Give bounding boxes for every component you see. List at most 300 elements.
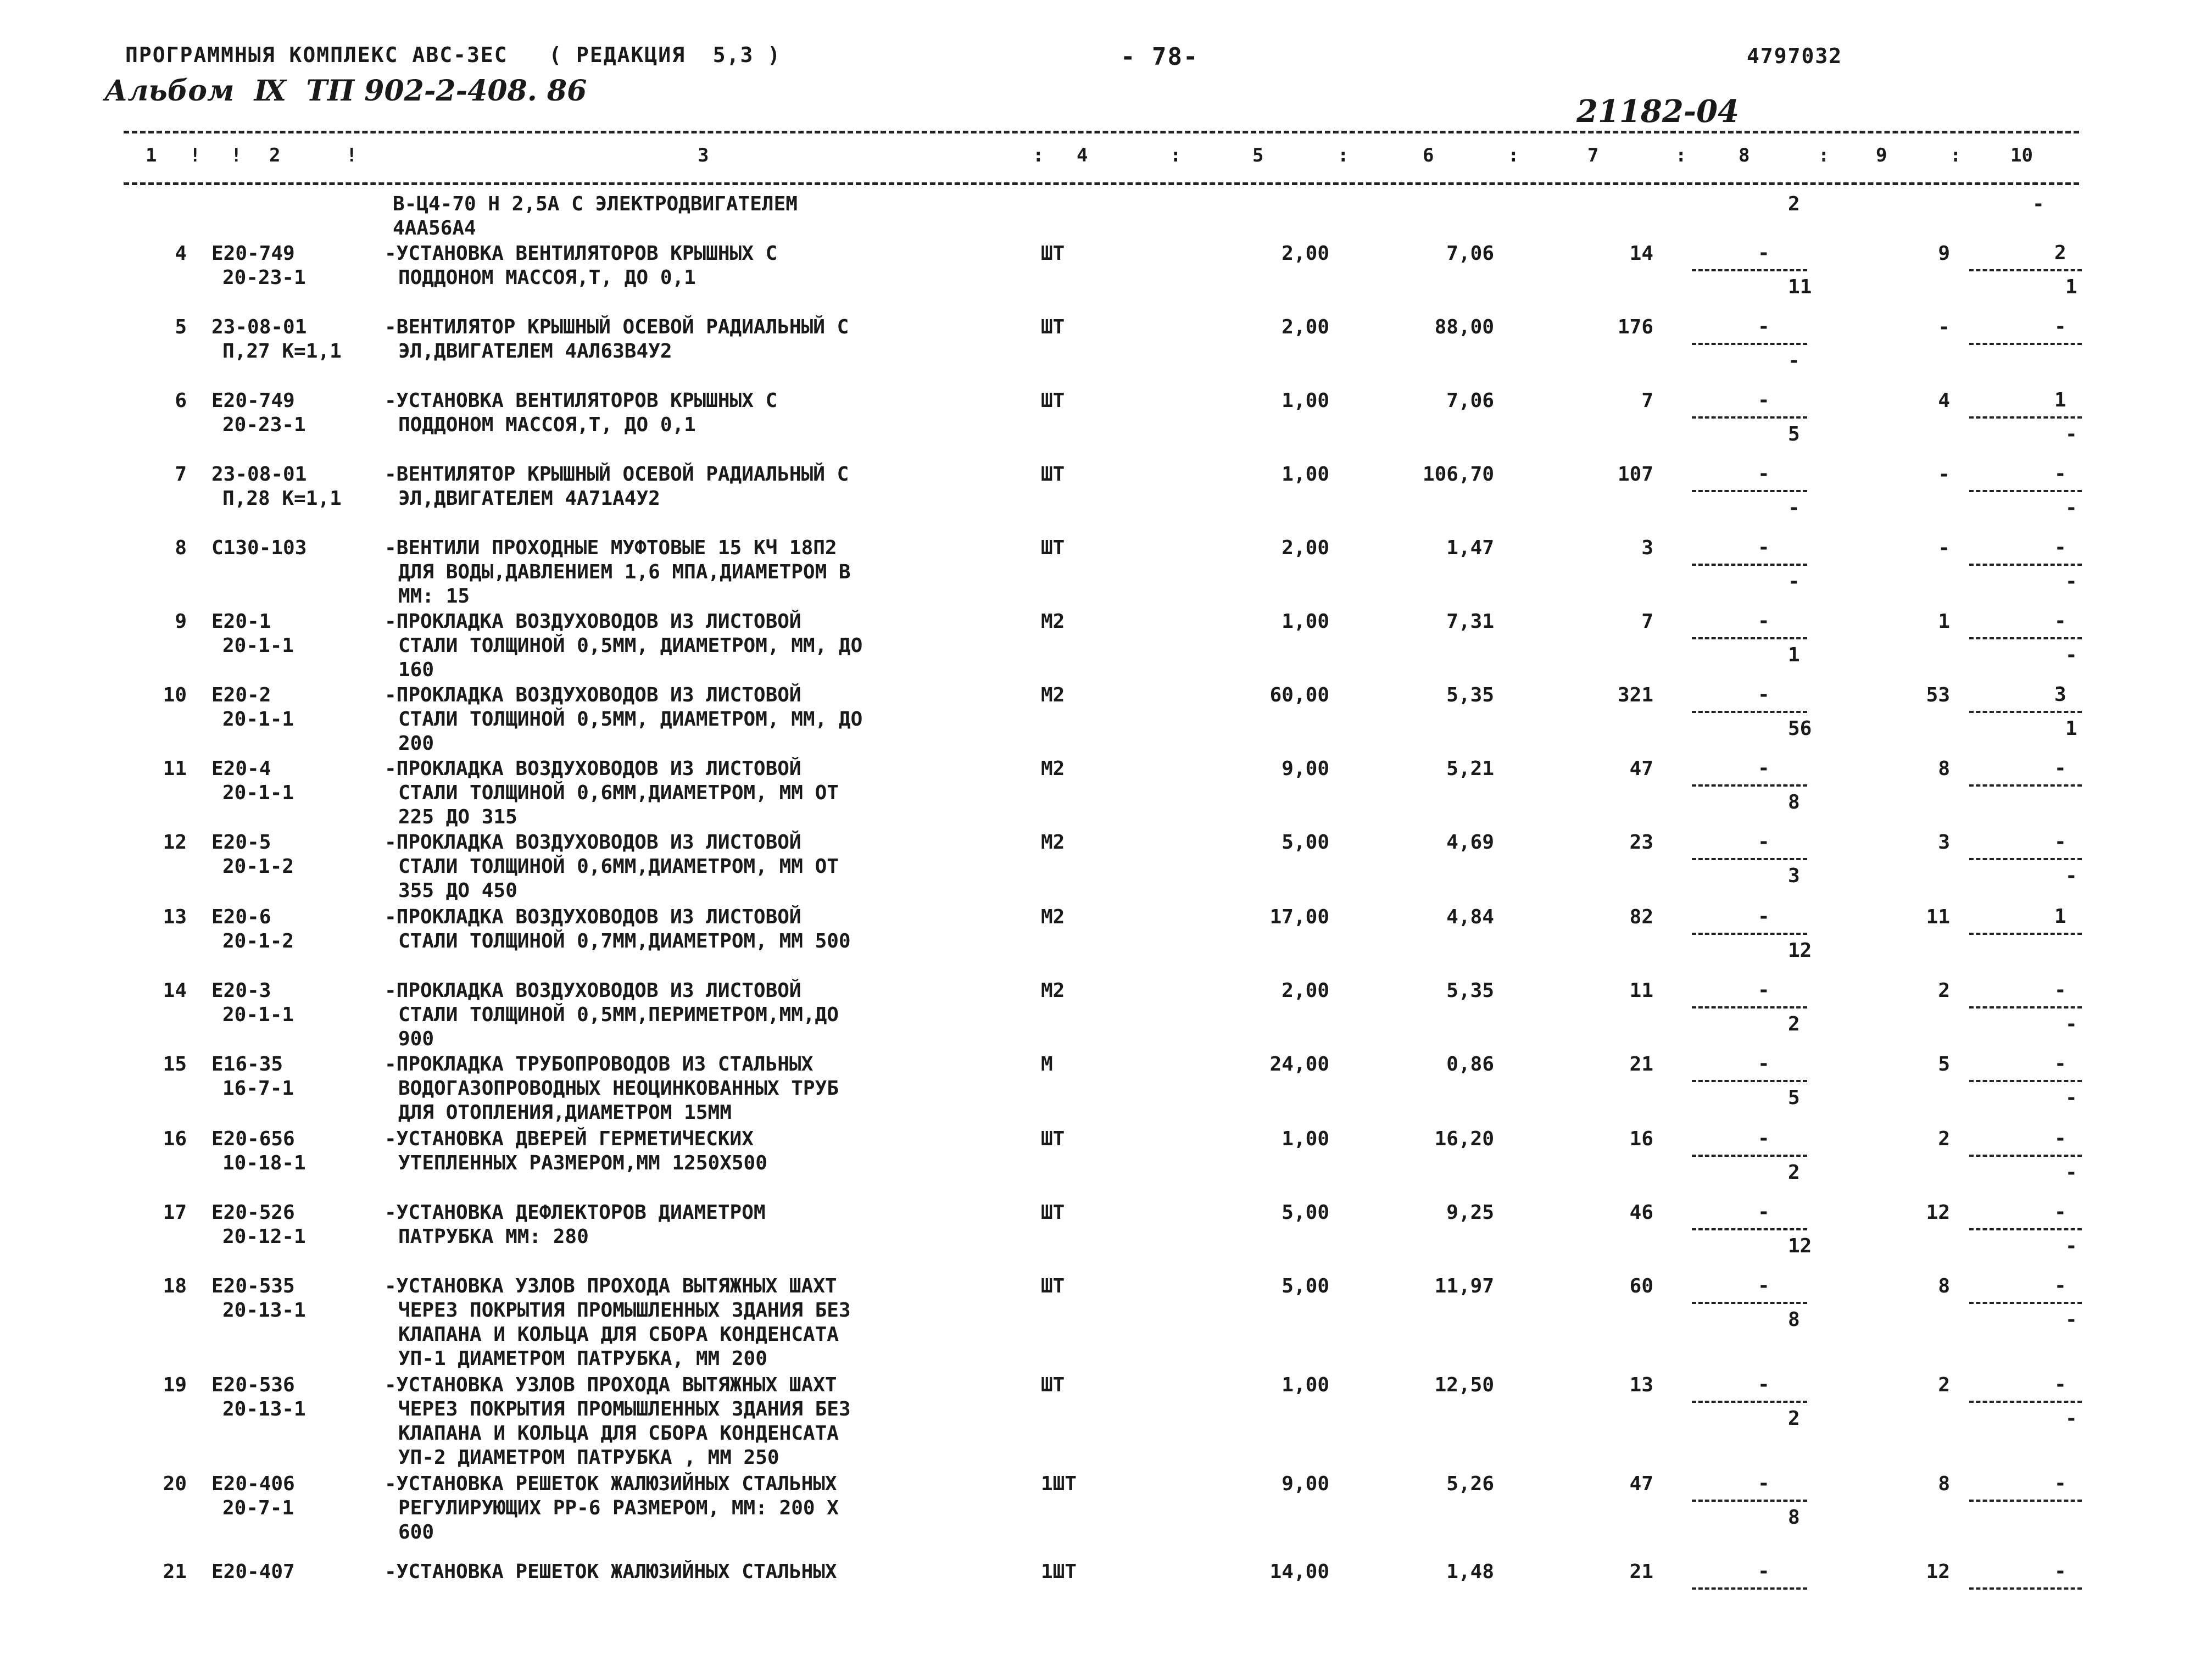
col8-divider — [1692, 269, 1807, 271]
column-separator: ! — [231, 144, 242, 166]
quantity-cell: 2,00 — [1281, 979, 1329, 1002]
page-number: - 78- — [1121, 43, 1199, 71]
col8-value: - — [1758, 1201, 1770, 1223]
resource-code: 20-1-2 — [222, 855, 294, 878]
col10-value: 1 — [2065, 717, 2077, 740]
col10-value: - — [2054, 610, 2066, 632]
quantity-cell: 1,00 — [1281, 1374, 1329, 1396]
col10-divider — [1969, 343, 2082, 345]
total-cost-cell: 107 — [1617, 463, 1653, 486]
col8-value: 5 — [1788, 1086, 1800, 1109]
col9-value: 1 — [1938, 610, 1950, 633]
description-line: ЭЛ,ДВИГАТЕЛЕМ 4А71А4У2 — [398, 487, 660, 510]
unit-price-cell: 7,06 — [1446, 242, 1494, 265]
column-separator: : — [1675, 144, 1687, 166]
unit-cell: ШТ — [1041, 537, 1065, 559]
description-line: УП-1 ДИАМЕТРОМ ПАТРУБКА, ММ 200 — [398, 1347, 767, 1370]
col8-divider — [1692, 1080, 1807, 1082]
quantity-cell: 24,00 — [1269, 1053, 1329, 1076]
description-line: КЛАПАНА И КОЛЬЦА ДЛЯ СБОРА КОНДЕНСАТА — [398, 1323, 839, 1346]
col8-value: - — [1758, 1127, 1770, 1150]
col8-divider — [1692, 564, 1807, 566]
description-line: -ПРОКЛАДКА ВОЗДУХОВОДОВ ИЗ ЛИСТОВОЙ — [385, 831, 801, 854]
header-rule-bottom — [124, 182, 2079, 185]
quantity-cell: 5,00 — [1281, 1201, 1329, 1224]
resource-code: П,28 К=1,1 — [222, 487, 342, 510]
col10-divider — [1969, 784, 2082, 787]
col8-value: - — [1758, 757, 1770, 779]
col10-value: - — [2054, 462, 2066, 485]
unit-price-cell: 9,25 — [1446, 1201, 1494, 1224]
total-cost-cell: 16 — [1629, 1128, 1653, 1150]
description-line: УП-2 ДИАМЕТРОМ ПАТРУБКА , ММ 250 — [398, 1446, 779, 1469]
resource-code: 20-7-1 — [222, 1497, 294, 1519]
row-number: 10 — [163, 684, 187, 706]
col8-divider — [1692, 490, 1807, 492]
resource-code: П,27 К=1,1 — [222, 340, 342, 363]
unit-cell: М2 — [1041, 906, 1065, 928]
program-header: ПРОГРАММНЫЯ КОМПЛЕКС АВС-3ЕС ( РЕДАКЦИЯ 5,3 ) — [125, 43, 782, 67]
unit-cell: ШТ — [1041, 389, 1065, 412]
description-line: РЕГУЛИРУЮЩИХ РР-6 РАЗМЕРОМ, ММ: 200 Х — [398, 1497, 839, 1519]
col10-divider — [1969, 1080, 2082, 1082]
col10-value: - — [2065, 865, 2077, 887]
description-line: ВОДОГАЗОПРОВОДНЫХ НЕОЦИНКОВАННЫХ ТРУБ — [398, 1077, 839, 1100]
row-number: 6 — [175, 389, 187, 412]
col8-value: - — [1758, 462, 1770, 485]
total-cost-cell: 3 — [1641, 537, 1653, 559]
column-header-5: 5 — [1252, 144, 1264, 166]
description-line: ПОДДОНОМ МАССОЯ,Т, ДО 0,1 — [398, 266, 696, 289]
resource-code: Е20-749 — [211, 389, 295, 412]
col8-divider — [1692, 416, 1807, 419]
resource-code: 10-18-1 — [222, 1152, 306, 1174]
col8-value: 2 — [1788, 193, 1800, 215]
unit-cell: 1ШТ — [1041, 1561, 1077, 1583]
description-line: -ПРОКЛАДКА ВОЗДУХОВОДОВ ИЗ ЛИСТОВОЙ — [385, 979, 801, 1002]
total-cost-cell: 13 — [1629, 1374, 1653, 1396]
quantity-cell: 1,00 — [1281, 389, 1329, 412]
stamp-number: 21182-04 — [1576, 93, 1739, 130]
resource-code: 20-12-1 — [222, 1225, 306, 1248]
row-number: 4 — [175, 242, 187, 265]
col10-divider — [1969, 269, 2082, 271]
total-cost-cell: 21 — [1629, 1053, 1653, 1076]
unit-price-cell: 12,50 — [1434, 1374, 1494, 1396]
resource-code: Е20-5 — [211, 831, 271, 854]
row-number: 19 — [163, 1374, 187, 1396]
column-header-1: 1 — [146, 144, 157, 166]
quantity-cell: 1,00 — [1281, 463, 1329, 486]
col10-divider — [1969, 1006, 2082, 1008]
col9-value: - — [1938, 537, 1950, 559]
col8-divider — [1692, 1155, 1807, 1157]
unit-cell: ШТ — [1041, 316, 1065, 338]
col8-divider — [1692, 1006, 1807, 1008]
total-cost-cell: 47 — [1629, 757, 1653, 780]
unit-price-cell: 106,70 — [1422, 463, 1494, 486]
col10-value: - — [2065, 423, 2077, 445]
col8-value: 2 — [1788, 1161, 1800, 1184]
quantity-cell: 5,00 — [1281, 831, 1329, 854]
column-header-9: 9 — [1876, 144, 1887, 166]
col10-value: 2 — [2054, 242, 2066, 264]
unit-price-cell: 5,35 — [1446, 979, 1494, 1002]
unit-cell: ШТ — [1041, 1275, 1065, 1297]
resource-code: 20-13-1 — [222, 1299, 306, 1322]
col9-value: 8 — [1938, 1473, 1950, 1495]
col9-value: 2 — [1938, 1128, 1950, 1150]
row-number: 7 — [175, 463, 187, 486]
unit-cell: М2 — [1041, 757, 1065, 780]
unit-price-cell: 5,35 — [1446, 684, 1494, 706]
unit-cell: ШТ — [1041, 1201, 1065, 1224]
col8-divider — [1692, 1587, 1807, 1590]
unit-price-cell: 4,84 — [1446, 906, 1494, 928]
quantity-cell: 9,00 — [1281, 757, 1329, 780]
unit-cell: М2 — [1041, 610, 1065, 633]
col8-divider — [1692, 1500, 1807, 1502]
col10-value: - — [2065, 497, 2077, 519]
column-separator: : — [1508, 144, 1519, 166]
unit-cell: М2 — [1041, 831, 1065, 854]
header-rule-top — [124, 131, 2079, 133]
description-line: СТАЛИ ТОЛЩИНОЙ 0,6ММ,ДИАМЕТРОМ, ММ ОТ — [398, 782, 839, 804]
description-line: ЧЕРЕЗ ПОКРЫТИЯ ПРОМЫШЛЕННЫХ ЗДАНИЯ БЕЗ — [398, 1299, 851, 1322]
col8-divider — [1692, 343, 1807, 345]
col9-value: 53 — [1926, 684, 1950, 706]
col10-value: - — [2054, 1052, 2066, 1075]
col10-value: - — [2054, 1472, 2066, 1495]
column-separator: : — [1818, 144, 1830, 166]
col10-value: - — [2054, 536, 2066, 559]
col8-value: 56 — [1788, 717, 1812, 740]
quantity-cell: 2,00 — [1281, 537, 1329, 559]
resource-code: С130-103 — [211, 537, 307, 559]
resource-code: Е20-4 — [211, 757, 271, 780]
description-line: ЧЕРЕЗ ПОКРЫТИЯ ПРОМЫШЛЕННЫХ ЗДАНИЯ БЕЗ — [398, 1398, 851, 1420]
column-separator: : — [1170, 144, 1182, 166]
description-line: ММ: 15 — [398, 585, 470, 608]
unit-cell: ШТ — [1041, 1128, 1065, 1150]
col10-value: - — [2065, 644, 2077, 666]
col10-divider — [1969, 711, 2082, 713]
col10-divider — [1969, 1228, 2082, 1230]
row-number: 12 — [163, 831, 187, 854]
col8-value: 5 — [1788, 423, 1800, 445]
col10-divider — [1969, 416, 2082, 419]
description-line: -УСТАНОВКА ВЕНТИЛЯТОРОВ КРЫШНЫХ С — [385, 242, 778, 265]
description-line: -УСТАНОВКА ДЕФЛЕКТОРОВ ДИАМЕТРОМ — [385, 1201, 766, 1224]
column-header-8: 8 — [1739, 144, 1750, 166]
description-line: -УСТАНОВКА УЗЛОВ ПРОХОДА ВЫТЯЖНЫХ ШАХТ — [385, 1374, 837, 1396]
description-line: СТАЛИ ТОЛЩИНОЙ 0,5ММ,ПЕРИМЕТРОМ,ММ,ДО — [398, 1004, 839, 1026]
description-line: УТЕПЛЕННЫХ РАЗМЕРОМ,ММ 1250Х500 — [398, 1152, 767, 1174]
col10-divider — [1969, 564, 2082, 566]
row-number: 11 — [163, 757, 187, 780]
resource-code: 20-23-1 — [222, 266, 306, 289]
col10-value: - — [2054, 1373, 2066, 1396]
description-line: 225 ДО 315 — [398, 806, 517, 828]
col8-divider — [1692, 711, 1807, 713]
col10-divider — [1969, 1587, 2082, 1590]
col8-divider — [1692, 637, 1807, 639]
total-cost-cell: 11 — [1629, 979, 1653, 1002]
unit-price-cell: 16,20 — [1434, 1128, 1494, 1150]
col10-value: - — [2065, 1161, 2077, 1184]
unit-cell: ШТ — [1041, 1374, 1065, 1396]
quantity-cell: 60,00 — [1269, 684, 1329, 706]
row-number: 15 — [163, 1053, 187, 1076]
description-line: СТАЛИ ТОЛЩИНОЙ 0,5ММ, ДИАМЕТРОМ, ММ, ДО — [398, 708, 863, 731]
column-separator: : — [1338, 144, 1349, 166]
description-line: СТАЛИ ТОЛЩИНОЙ 0,6ММ,ДИАМЕТРОМ, ММ ОТ — [398, 855, 839, 878]
row-number: 16 — [163, 1128, 187, 1150]
description-line: -ПРОКЛАДКА ВОЗДУХОВОДОВ ИЗ ЛИСТОВОЙ — [385, 757, 801, 780]
col8-value: - — [1788, 349, 1800, 372]
col8-value: - — [1758, 1472, 1770, 1495]
resource-code: 20-1-1 — [222, 708, 294, 731]
col8-divider — [1692, 1302, 1807, 1304]
description-line: ПОДДОНОМ МАССОЯ,Т, ДО 0,1 — [398, 414, 696, 436]
col10-value: - — [2065, 1308, 2077, 1331]
col8-value: - — [1758, 242, 1770, 264]
quantity-cell: 14,00 — [1269, 1561, 1329, 1583]
row-number: 17 — [163, 1201, 187, 1224]
description-line: -ПРОКЛАДКА ВОЗДУХОВОДОВ ИЗ ЛИСТОВОЙ — [385, 684, 801, 706]
col10-value: - — [2054, 1560, 2066, 1582]
description-line: -УСТАНОВКА УЗЛОВ ПРОХОДА ВЫТЯЖНЫХ ШАХТ — [385, 1275, 837, 1297]
col8-value: - — [1758, 683, 1770, 706]
col10-value: 1 — [2065, 276, 2077, 298]
row-number: 13 — [163, 906, 187, 928]
column-header-10: 10 — [2010, 144, 2033, 166]
total-cost-cell: 7 — [1641, 389, 1653, 412]
col10-value: - — [2065, 1407, 2077, 1430]
col8-divider — [1692, 1228, 1807, 1230]
col10-value: - — [2065, 1013, 2077, 1035]
total-cost-cell: 47 — [1629, 1473, 1653, 1495]
col8-value: - — [1758, 1052, 1770, 1075]
unit-price-cell: 1,47 — [1446, 537, 1494, 559]
resource-code: Е20-535 — [211, 1275, 295, 1297]
unit-cell: М2 — [1041, 684, 1065, 706]
col10-value: - — [2054, 1201, 2066, 1223]
col9-value: 8 — [1938, 1275, 1950, 1297]
resource-code: 16-7-1 — [222, 1077, 294, 1100]
resource-code: Е20-656 — [211, 1128, 295, 1150]
quantity-cell: 17,00 — [1269, 906, 1329, 928]
description-line: -УСТАНОВКА ДВЕРЕЙ ГЕРМЕТИЧЕСКИХ — [385, 1128, 754, 1150]
resource-code: 20-1-1 — [222, 1004, 294, 1026]
col10-value: - — [2065, 570, 2077, 593]
description-line: -ПРОКЛАДКА ВОЗДУХОВОДОВ ИЗ ЛИСТОВОЙ — [385, 906, 801, 928]
col8-value: 11 — [1788, 276, 1812, 298]
unit-price-cell: 0,86 — [1446, 1053, 1494, 1076]
total-cost-cell: 82 — [1629, 906, 1653, 928]
description-line: -УСТАНОВКА ВЕНТИЛЯТОРОВ КРЫШНЫХ С — [385, 389, 778, 412]
col8-divider — [1692, 933, 1807, 935]
col9-value: 2 — [1938, 1374, 1950, 1396]
col10-divider — [1969, 1155, 2082, 1157]
total-cost-cell: 60 — [1629, 1275, 1653, 1297]
col8-value: - — [1788, 570, 1800, 593]
resource-code: 23-08-01 — [211, 463, 307, 486]
col10-value: - — [2054, 1127, 2066, 1150]
col8-value: 12 — [1788, 939, 1812, 962]
col8-divider — [1692, 1401, 1807, 1403]
col9-value: 12 — [1926, 1201, 1950, 1224]
album-reference: Альбом Ⅸ ТП 902-2-408. 86 — [104, 74, 587, 108]
resource-code: Е20-406 — [211, 1473, 295, 1495]
col10-divider — [1969, 933, 2082, 935]
col9-value: 4 — [1938, 389, 1950, 412]
col10-value: - — [2054, 315, 2066, 338]
col8-value: - — [1758, 1560, 1770, 1582]
unit-cell: М2 — [1041, 979, 1065, 1002]
row-number: 14 — [163, 979, 187, 1002]
unit-cell: ШТ — [1041, 242, 1065, 265]
col8-value: - — [1758, 389, 1770, 411]
resource-code: Е20-407 — [211, 1561, 295, 1583]
row-number: 8 — [175, 537, 187, 559]
col9-value: 12 — [1926, 1561, 1950, 1583]
col10-value: 1 — [2054, 389, 2066, 411]
description-line: -ПРОКЛАДКА ВОЗДУХОВОДОВ ИЗ ЛИСТОВОЙ — [385, 610, 801, 633]
row-number: 21 — [163, 1561, 187, 1583]
col8-value: - — [1758, 610, 1770, 632]
description-line: -ВЕНТИЛЯТОР КРЫШНЫЙ ОСЕВОЙ РАДИАЛЬНЫЙ С — [385, 463, 849, 486]
description-line: 200 — [398, 732, 434, 755]
col9-value: 9 — [1938, 242, 1950, 265]
description-line: СТАЛИ ТОЛЩИНОЙ 0,5ММ, ДИАМЕТРОМ, ММ, ДО — [398, 634, 863, 657]
resource-code: Е20-1 — [211, 610, 271, 633]
col8-value: 12 — [1788, 1235, 1812, 1257]
column-header-2: 2 — [269, 144, 281, 166]
col10-value: - — [2054, 979, 2066, 1001]
description-line: СТАЛИ ТОЛЩИНОЙ 0,7ММ,ДИАМЕТРОМ, ММ 500 — [398, 930, 851, 952]
description-line: -ВЕНТИЛИ ПРОХОДНЫЕ МУФТОВЫЕ 15 КЧ 18П2 — [385, 537, 837, 559]
document-code: 4797032 — [1747, 44, 1843, 68]
unit-price-cell: 11,97 — [1434, 1275, 1494, 1297]
resource-code: Е16-35 — [211, 1053, 283, 1076]
total-cost-cell: 46 — [1629, 1201, 1653, 1224]
col10-value: 3 — [2054, 683, 2066, 706]
col10-value: - — [2065, 1235, 2077, 1257]
quantity-cell: 2,00 — [1281, 242, 1329, 265]
description-line: 900 — [398, 1028, 434, 1050]
resource-code: 20-13-1 — [222, 1398, 306, 1420]
description-line: ДЛЯ ОТОПЛЕНИЯ,ДИАМЕТРОМ 15ММ — [398, 1101, 732, 1124]
description-line: ДЛЯ ВОДЫ,ДАВЛЕНИЕМ 1,6 МПА,ДИАМЕТРОМ В — [398, 561, 851, 583]
col10-value: - — [2054, 1274, 2066, 1297]
column-separator: : — [1950, 144, 1962, 166]
col8-value: 2 — [1788, 1407, 1800, 1430]
col9-value: - — [1938, 316, 1950, 338]
col8-value: - — [1758, 1274, 1770, 1297]
quantity-cell: 1,00 — [1281, 610, 1329, 633]
col8-value: - — [1788, 497, 1800, 519]
description-line: -УСТАНОВКА РЕШЕТОК ЖАЛЮЗИЙНЫХ СТАЛЬНЫХ — [385, 1561, 837, 1583]
column-separator: ! — [190, 144, 201, 166]
col8-value: - — [1758, 979, 1770, 1001]
col8-value: 3 — [1788, 865, 1800, 887]
col9-value: 5 — [1938, 1053, 1950, 1076]
col10-value: - — [2054, 757, 2066, 779]
quantity-cell: 5,00 — [1281, 1275, 1329, 1297]
resource-code: 20-23-1 — [222, 414, 306, 436]
col10-divider — [1969, 858, 2082, 860]
resource-code: 20-1-2 — [222, 930, 294, 952]
col10-divider — [1969, 1500, 2082, 1502]
unit-cell: М — [1041, 1053, 1053, 1076]
column-header-6: 6 — [1423, 144, 1434, 166]
description-line: -УСТАНОВКА РЕШЕТОК ЖАЛЮЗИЙНЫХ СТАЛЬНЫХ — [385, 1473, 837, 1495]
column-separator: ! — [346, 144, 358, 166]
resource-code: Е20-2 — [211, 684, 271, 706]
resource-code: Е20-3 — [211, 979, 271, 1002]
col8-value: - — [1758, 536, 1770, 559]
col8-value: 8 — [1788, 1506, 1800, 1529]
quantity-cell: 9,00 — [1281, 1473, 1329, 1495]
col8-value: - — [1758, 315, 1770, 338]
unit-price-cell: 7,31 — [1446, 610, 1494, 633]
unit-price-cell: 7,06 — [1446, 389, 1494, 412]
row-number: 18 — [163, 1275, 187, 1297]
col8-value: 8 — [1788, 1308, 1800, 1331]
description-line: -ПРОКЛАДКА ТРУБОПРОВОДОВ ИЗ СТАЛЬНЫХ — [385, 1053, 814, 1076]
description-line: -ВЕНТИЛЯТОР КРЫШНЫЙ ОСЕВОЙ РАДИАЛЬНЫЙ С — [385, 316, 849, 338]
col8-value: - — [1758, 905, 1770, 928]
description-line: ПАТРУБКА ММ: 280 — [398, 1225, 589, 1248]
resource-code: Е20-526 — [211, 1201, 295, 1224]
col10-value: 1 — [2054, 905, 2066, 928]
description-line: ЭЛ,ДВИГАТЕЛЕМ 4АЛ63В4У2 — [398, 340, 672, 363]
row-number: 20 — [163, 1473, 187, 1495]
col10-value: - — [2032, 193, 2044, 215]
description-line: 160 — [398, 659, 434, 681]
unit-price-cell: 1,48 — [1446, 1561, 1494, 1583]
col10-divider — [1969, 1401, 2082, 1403]
col10-value: - — [2054, 831, 2066, 853]
col8-value: 8 — [1788, 791, 1800, 813]
column-header-7: 7 — [1587, 144, 1599, 166]
col10-divider — [1969, 490, 2082, 492]
quantity-cell: 1,00 — [1281, 1128, 1329, 1150]
col8-value: 1 — [1788, 644, 1800, 666]
description-line: 355 ДО 450 — [398, 879, 517, 902]
col10-divider — [1969, 637, 2082, 639]
total-cost-cell: 176 — [1617, 316, 1653, 338]
unit-price-cell: 88,00 — [1434, 316, 1494, 338]
resource-code: Е20-749 — [211, 242, 295, 265]
col8-divider — [1692, 784, 1807, 787]
description-line: 600 — [398, 1521, 434, 1543]
description-line: КЛАПАНА И КОЛЬЦА ДЛЯ СБОРА КОНДЕНСАТА — [398, 1422, 839, 1445]
unit-price-cell: 5,26 — [1446, 1473, 1494, 1495]
row-number: 9 — [175, 610, 187, 633]
description-line: В-Ц4-70 Н 2,5А С ЭЛЕКТРОДВИГАТЕЛЕМ — [393, 193, 798, 215]
resource-code: Е20-536 — [211, 1374, 295, 1396]
col10-divider — [1969, 1302, 2082, 1304]
total-cost-cell: 23 — [1629, 831, 1653, 854]
total-cost-cell: 14 — [1629, 242, 1653, 265]
col9-value: 11 — [1926, 906, 1950, 928]
col9-value: 2 — [1938, 979, 1950, 1002]
col9-value: 3 — [1938, 831, 1950, 854]
col8-divider — [1692, 858, 1807, 860]
quantity-cell: 2,00 — [1281, 316, 1329, 338]
